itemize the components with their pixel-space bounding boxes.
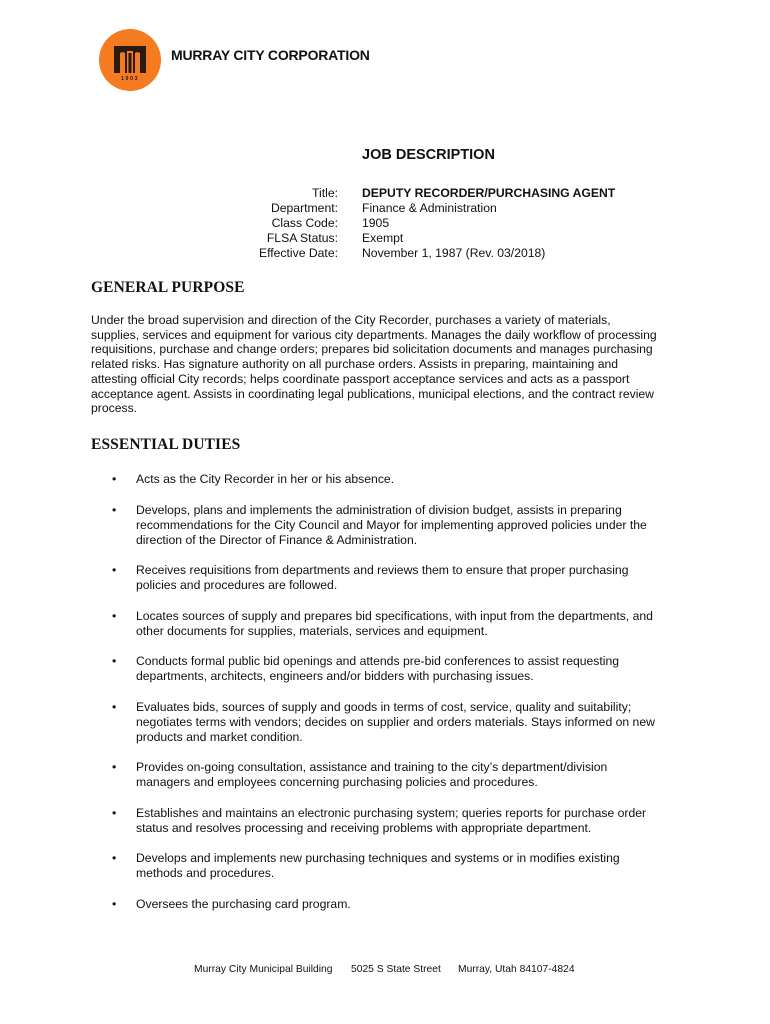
field-value-department: Finance & Administration <box>362 201 497 215</box>
purpose-line: supplies, services and equipment for various city departments. Manages the daily workflow of processing <box>91 327 657 342</box>
field-label: Effective Date: <box>258 246 338 260</box>
purpose-line: process. <box>91 401 138 416</box>
duty-line: Establishes and maintains an electronic purchasing system; queries reports for purchase order <box>136 805 647 820</box>
footer-building: Murray City Municipal Building <box>194 964 333 975</box>
footer-street: 5025 S State Street <box>351 964 441 975</box>
bullet-icon: • <box>112 563 117 577</box>
duty-item <box>0 609 676 639</box>
duty-line: policies and procedures are followed. <box>136 578 338 592</box>
duty-item <box>0 563 676 593</box>
purpose-line: attesting official City records; helps coordinate passport acceptance services and acts as a passport <box>91 371 630 386</box>
duty-line: methods and procedures. <box>136 866 275 880</box>
duty-line: Oversees the purchasing card program. <box>136 896 351 911</box>
duty-line: negotiates terms with vendors; decides on supplier and orders materials. Stays informed on new <box>136 714 655 729</box>
job-fields <box>0 186 770 261</box>
bullet-icon: • <box>112 654 117 668</box>
duty-line: managers and employees concerning purchasing policies and procedures. <box>136 775 538 789</box>
bullet-icon: • <box>112 472 117 486</box>
duty-line: Receives requisitions from departments and reviews them to ensure that proper purchasing <box>136 563 629 577</box>
duty-item <box>0 897 676 912</box>
duty-line: Develops, plans and implements the administration of division budget, assists in preparing <box>136 502 622 517</box>
field-row-title <box>0 186 770 201</box>
duty-line: other documents for supplies, materials, services and equipment. <box>136 623 488 638</box>
field-row-flsa-status <box>0 231 770 246</box>
duty-item <box>0 851 676 881</box>
organization-name: MURRAY CITY CORPORATION <box>171 47 370 63</box>
field-value-class-code: 1905 <box>362 216 390 230</box>
bullet-icon: • <box>112 805 117 820</box>
duty-line: products and market condition. <box>136 729 303 744</box>
field-label: Department: <box>270 201 338 215</box>
bullet-icon: • <box>112 699 117 714</box>
general-purpose-heading: GENERAL PURPOSE <box>91 279 245 296</box>
bullet-icon: • <box>112 851 117 865</box>
field-row-effective-date <box>0 246 770 261</box>
field-value-effective-date: November 1, 1987 (Rev. 03/2018) <box>362 246 546 260</box>
duty-item <box>0 806 676 836</box>
duty-line: recommendations for the City Council and Mayor for implementing approved policies under the <box>136 517 647 532</box>
general-purpose-text <box>91 313 691 416</box>
duty-line: Evaluates bids, sources of supply and goods in terms of cost, service, quality and suitability; <box>136 699 632 714</box>
purpose-line: acceptance agent. Assists in coordinating legal publications, municipal elections, and the contract review <box>91 386 654 401</box>
duty-line: direction of the Director of Finance & Administration. <box>136 532 418 547</box>
duty-line: Conducts formal public bid openings and attends pre-bid conferences to assist requesting <box>136 654 620 668</box>
murray-city-logo <box>99 29 161 91</box>
duty-item <box>0 700 676 745</box>
purpose-line: Under the broad supervision and direction of the City Recorder, purchases a variety of materials, <box>91 313 611 327</box>
duty-item <box>0 760 676 790</box>
document-title: JOB DESCRIPTION <box>362 147 495 163</box>
duty-item <box>0 503 676 548</box>
footer-city: Murray, Utah 84107-4824 <box>458 964 575 975</box>
field-value-title: DEPUTY RECORDER/PURCHASING AGENT <box>362 186 616 200</box>
logo-year: 1903 <box>120 76 140 82</box>
bullet-icon: • <box>112 608 117 623</box>
duty-line: status and resolves processing and receiving problems with appropriate department. <box>136 820 592 835</box>
purpose-line: related risks. Has signature authority on all purchase orders. Assists in preparing, maintaining and <box>91 357 619 372</box>
field-label: Title: <box>312 186 338 200</box>
essential-duties-list <box>0 472 770 927</box>
field-label: Class Code: <box>271 216 338 230</box>
bullet-icon: • <box>112 896 117 911</box>
field-row-class-code <box>0 216 770 231</box>
duty-line: departments, architects, engineers and/or bidders with purchasing issues. <box>136 669 534 683</box>
duty-item <box>0 472 676 487</box>
duty-item <box>0 654 676 684</box>
duty-line: Locates sources of supply and prepares bid specifications, with input from the departments, and <box>136 608 653 623</box>
bullet-icon: • <box>112 760 117 774</box>
duty-line: Develops and implements new purchasing techniques and systems or in modifies existing <box>136 851 620 865</box>
field-row-department <box>0 201 770 216</box>
field-value-flsa-status: Exempt <box>362 231 404 245</box>
duty-line: Provides on-going consultation, assistance and training to the city’s department/division <box>136 760 608 774</box>
purpose-line: requisitions, purchase and change orders; prepares bid solicitation documents and manages purchasing <box>91 342 653 357</box>
essential-duties-heading: ESSENTIAL DUTIES <box>91 436 241 453</box>
duty-line: Acts as the City Recorder in her or his absence. <box>136 472 395 486</box>
field-label: FLSA Status: <box>266 231 338 245</box>
bullet-icon: • <box>112 502 117 517</box>
